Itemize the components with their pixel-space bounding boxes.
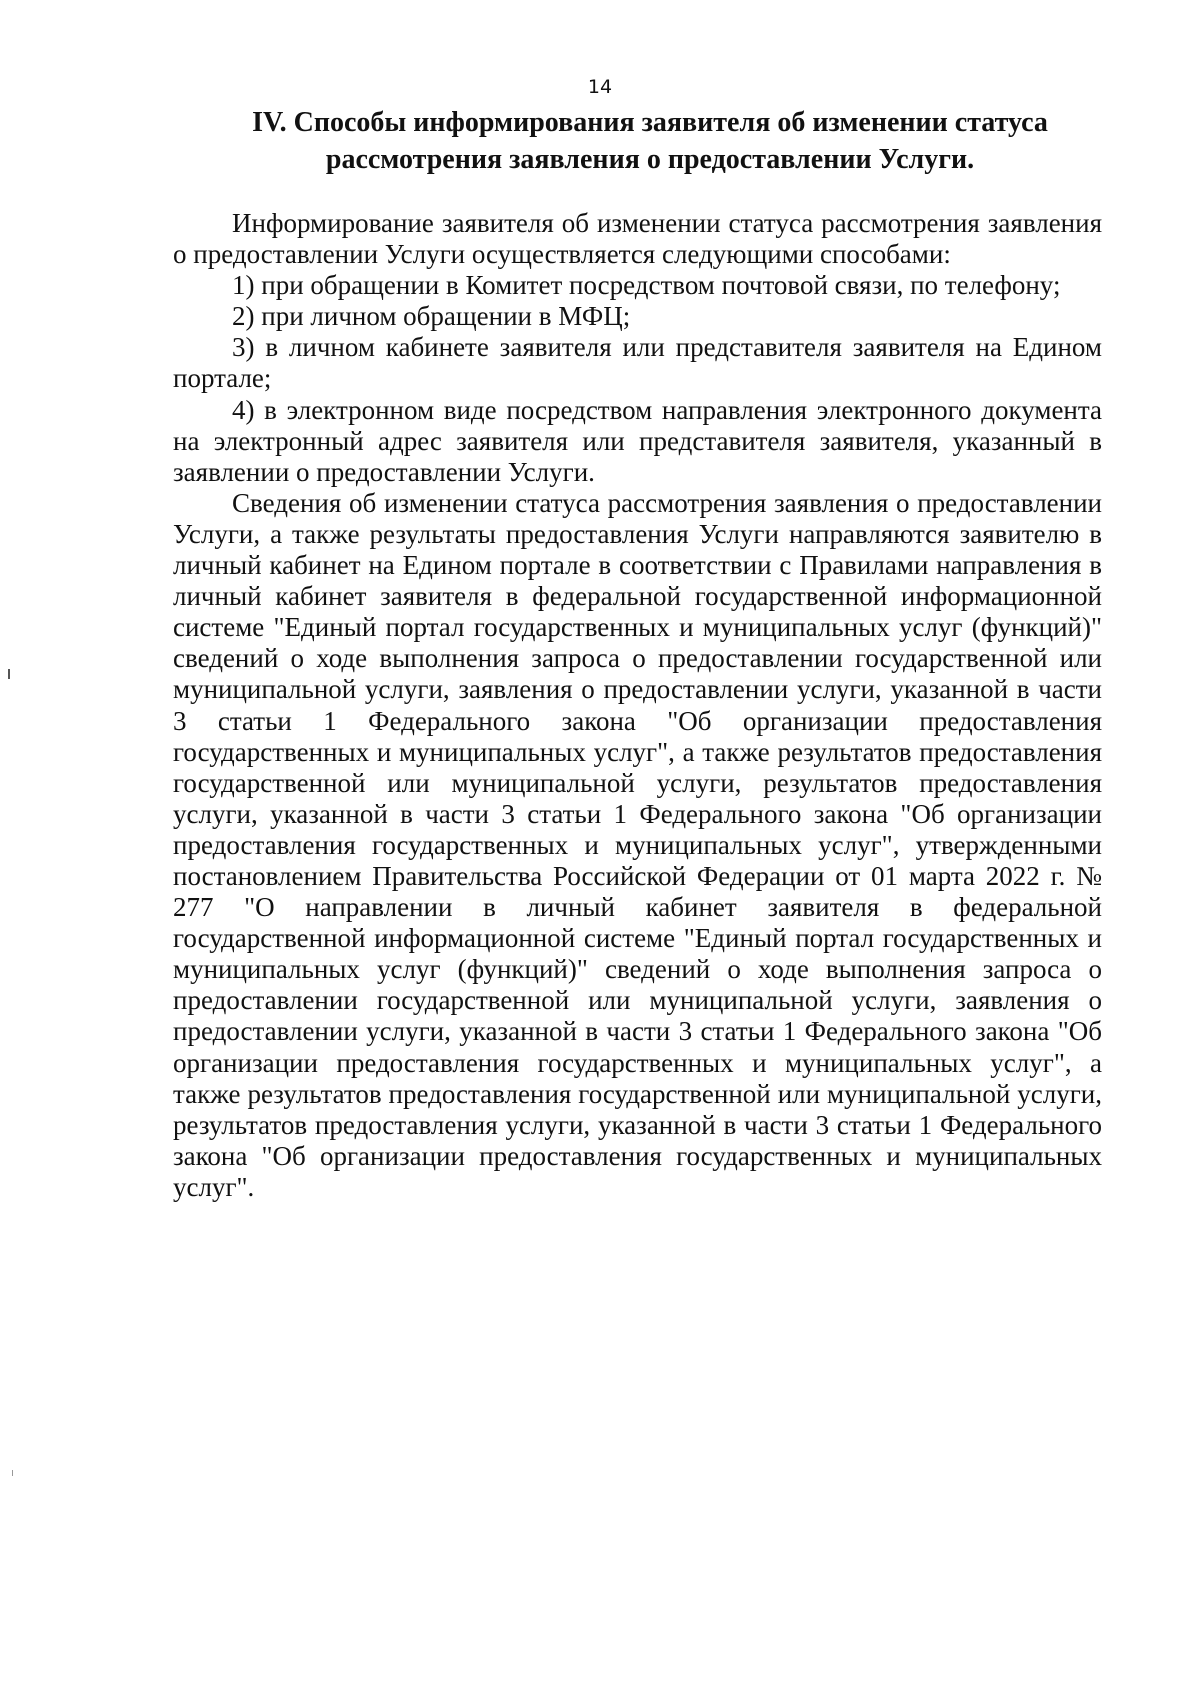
section-heading-line-2: рассмотрения заявления о предоставлении Услуги. <box>325 144 975 175</box>
page-number: 14 <box>587 76 613 98</box>
list-item-1: 1) при обращении в Комитет посредством почтовой связи, по телефону; <box>232 270 1061 301</box>
section-heading-line-1: IV. Способы информирования заявителя об изменении статуса <box>252 107 1048 138</box>
list-item-3: 3) в личном кабинете заявителя или представителя заявителя на Едином портале; <box>173 332 1102 394</box>
list-item-2: 2) при личном обращении в МФЦ; <box>232 301 631 332</box>
paragraph-status-info: Сведения об изменении статуса рассмотрения заявления о предоставлении Услуги, а также результаты предоставления Услуги направляются заявителю в личный кабинет на Едином портале в соответствии с Правилами направления в личный кабинет заявителя в федеральной государственной информационной системе "Единый портал государственных и муниципальных услуг (функций)" сведений о ходе выполнения запроса о предоставлении государственной или муниципальной услуги, заявления о предоставлении услуги, указанной в части 3 статьи 1 Федерального закона "Об организации предоставления государственных и муниципальных услуг", а также результатов предоставления государственной или муниципальной услуги, результатов предоставления услуги, указанной в части 3 статьи 1 Федерального закона "Об организации предоставления государственных и муниципальных услуг", утвержденными постановлением Правительства Российской Федерации от 01 марта 2022 г. № 277 "О направлении в личный кабинет заявителя в федеральной государственной информационной системе "Единый портал государственных и муниципальных услуг (функций)" сведений о ходе выполнения запроса о предоставлении государственной или муниципальной услуги, заявления о предоставлении услуги, указанной в части 3 статьи 1 Федерального закона "Об организации предоставления государственных и муниципальных услуг", а также результатов предоставления государственной или муниципальной услуги, результатов предоставления услуги, указанной в части 3 статьи 1 Федерального закона "Об организации предоставления государственных и муниципальных услуг". <box>173 487 1102 1202</box>
section-heading <box>200 104 1100 178</box>
document-body <box>173 208 1102 1203</box>
list-item-4: 4) в электронном виде посредством направления электронного документа на электронный адрес заявителя или представителя заявителя, указанный в заявлении о предоставлении Услуги. <box>173 394 1102 487</box>
scan-artifact-mark <box>12 1470 13 1476</box>
scan-artifact-mark <box>8 669 10 679</box>
paragraph-intro: Информирование заявителя об изменении статуса рассмотрения заявления о предоставлении Услуги осуществляется следующими способами: <box>173 208 1102 270</box>
